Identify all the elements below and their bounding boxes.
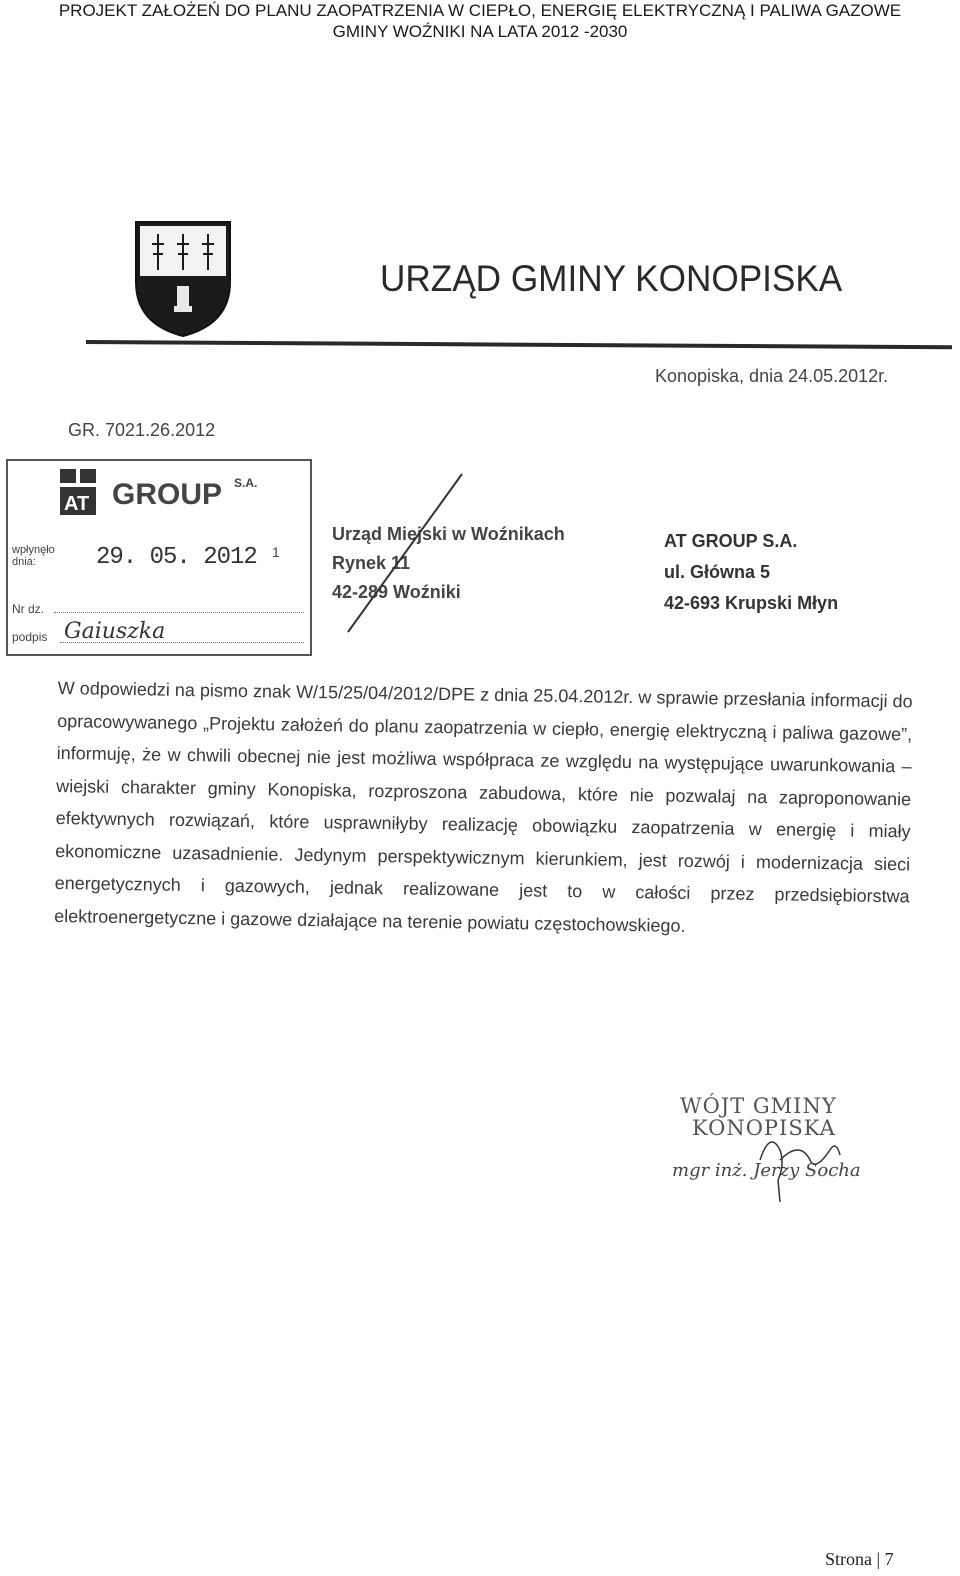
coat-of-arms-icon	[134, 220, 232, 338]
stamp-nr-label: Nr dz.	[12, 602, 45, 616]
cc-line: AT GROUP S.A.	[664, 531, 798, 551]
cc-line: ul. Główna 5	[664, 562, 771, 582]
document-header-title: PROJEKT ZAŁOŻEŃ DO PLANU ZAOPATRZENIA W CIEPŁO, ENERGIĘ ELEKTRYCZNĄ I PALIWA GAZOWE	[58, 1, 902, 20]
stamp-company-suffix: S.A.	[234, 476, 258, 490]
signatory-title: WÓJT GMINY	[680, 1094, 837, 1118]
stamp-handwritten-signature: Gaiuszka	[64, 619, 166, 644]
stamp-mark: 1	[272, 544, 280, 560]
recipient-line: Urząd Miejski w Woźnikach	[332, 524, 565, 544]
stamp-received-label: wpłynęło dnia:	[12, 544, 55, 568]
page-number: Strona | 7	[825, 1549, 894, 1569]
stamp-signature-label: podpis	[12, 630, 48, 644]
at-group-logo-icon	[58, 467, 98, 517]
recipient-line: Rynek 11	[332, 553, 411, 573]
handwritten-signature-icon	[740, 1110, 850, 1205]
cc-line: 42-693 Krupski Młyn	[664, 593, 839, 613]
signatory-municipality: KONOPISKA	[692, 1116, 836, 1140]
cc-address	[664, 526, 838, 619]
document-header-subtitle: GMINY WOŹNIKI NA LATA 2012 -2030	[332, 22, 628, 41]
letterhead-divider	[86, 340, 952, 349]
place-date: Konopiska, dnia 24.05.2012r.	[655, 366, 889, 386]
stamp-company: GROUP	[112, 478, 223, 511]
office-name: URZĄD GMINY KONOPISKA	[380, 258, 843, 299]
letter-body: W odpowiedzi na pismo znak W/15/25/04/2012/DPE z dnia 25.04.2012r. w sprawie przesłania informacji do opracowywanego „Projektu założeń do planu zaopatrzenia w ciepło, energię elektryczną i paliwa gazowe”, informuję, że w chwili obecnej nie jest możliwa współpraca ze względu na występujące uwarunkowania – wiejski charakter gminy Konopiska, rozproszona zabudowa, które nie pozwalaj na zaproponowanie efektywnych rozwiązań, które usprawniłyby realizację obowiązku zaopatrzenia w energię i miały ekonomiczne uzasadnienie. Jedynym perspektywicznym kierunkiem, jest rozwój i modernizacja sieci energetycznych i gazowych, jednak realizowane jest to w całości przez przedsiębiorstwa elektroenergetyczne i gazowe działające na terenie powiatu częstochowskiego.	[54, 677, 913, 936]
svg-text:AT: AT	[64, 493, 90, 515]
recipient-line: 42-289 Woźniki	[332, 582, 461, 602]
stamp-nr-line	[54, 612, 304, 613]
stamp-received-date: 29. 05. 2012	[96, 544, 257, 571]
reference-number: GR. 7021.26.2012	[68, 420, 216, 440]
handwritten-slash-mark	[340, 470, 470, 635]
signatory-name: mgr inż. Jerzy Socha	[672, 1160, 861, 1181]
